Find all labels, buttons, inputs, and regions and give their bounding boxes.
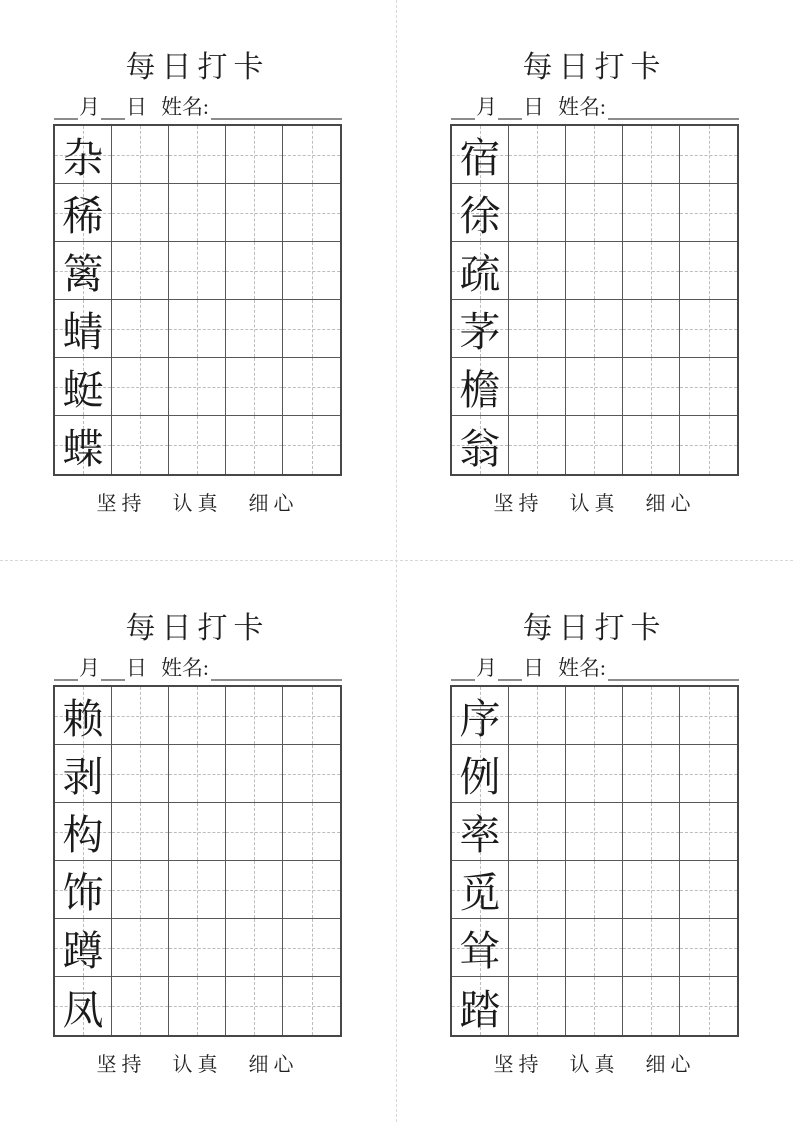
practice-cell <box>566 242 623 300</box>
practice-character: 稀 <box>62 193 104 239</box>
practice-cell <box>226 803 283 861</box>
practice-cell <box>169 358 226 416</box>
month-label: 月 <box>79 656 100 680</box>
name-underline <box>211 98 342 120</box>
practice-cell <box>566 803 623 861</box>
practice-cell <box>680 126 737 184</box>
practice-cell <box>680 861 737 919</box>
practice-cell <box>112 126 169 184</box>
practice-cell <box>112 300 169 358</box>
practice-cell <box>112 803 169 861</box>
practice-cell <box>226 358 283 416</box>
practice-character: 构 <box>62 812 104 858</box>
practice-cell <box>226 300 283 358</box>
practice-cell <box>680 416 737 474</box>
month-blank <box>451 659 475 681</box>
name-label: 姓名: <box>161 656 209 680</box>
practice-character: 檐 <box>459 367 501 413</box>
card-title: 每日打卡 <box>125 612 270 645</box>
practice-cell <box>226 184 283 242</box>
name-underline <box>608 659 739 681</box>
character-cell <box>55 745 112 803</box>
character-cell <box>452 358 509 416</box>
practice-cell <box>112 687 169 745</box>
practice-character: 蜓 <box>62 367 104 413</box>
practice-cell <box>623 977 680 1035</box>
practice-cell <box>680 745 737 803</box>
footer-word: 坚持 <box>493 493 544 515</box>
practice-cell <box>509 687 566 745</box>
footer-word: 坚持 <box>96 493 147 515</box>
practice-cell <box>623 861 680 919</box>
practice-grid <box>450 124 739 476</box>
practice-cell <box>169 126 226 184</box>
practice-cell <box>283 184 340 242</box>
name-underline <box>211 659 342 681</box>
character-cell <box>55 242 112 300</box>
character-cell <box>55 861 112 919</box>
practice-cell <box>226 126 283 184</box>
practice-character: 疏 <box>459 251 501 297</box>
practice-cell <box>283 416 340 474</box>
practice-cell <box>509 126 566 184</box>
practice-cell <box>623 126 680 184</box>
character-cell <box>452 803 509 861</box>
day-label: 日 <box>523 95 544 119</box>
practice-cell <box>169 687 226 745</box>
practice-cell <box>509 803 566 861</box>
character-cell <box>55 919 112 977</box>
practice-cell <box>169 977 226 1035</box>
name-label: 姓名: <box>558 95 606 119</box>
practice-cell <box>680 919 737 977</box>
practice-cell <box>112 977 169 1035</box>
character-cell <box>452 977 509 1035</box>
practice-cell <box>112 861 169 919</box>
date-line <box>450 90 739 120</box>
practice-cell <box>283 358 340 416</box>
practice-cell <box>566 745 623 803</box>
practice-character: 踏 <box>459 986 501 1033</box>
footer-word: 坚持 <box>96 1054 147 1076</box>
character-cell <box>452 184 509 242</box>
practice-cell <box>169 861 226 919</box>
day-label: 日 <box>523 656 544 680</box>
character-cell <box>452 126 509 184</box>
name-label: 姓名: <box>161 95 209 119</box>
month-blank <box>54 659 78 681</box>
practice-cell <box>283 861 340 919</box>
character-cell <box>452 861 509 919</box>
footer-word: 细心 <box>645 1054 696 1076</box>
practice-character: 率 <box>459 812 501 858</box>
character-cell <box>452 687 509 745</box>
practice-cell <box>509 358 566 416</box>
month-label: 月 <box>476 656 497 680</box>
practice-cell <box>226 687 283 745</box>
practice-character: 例 <box>459 754 501 800</box>
practice-cell <box>680 242 737 300</box>
practice-grid <box>53 124 342 476</box>
day-blank <box>498 98 522 120</box>
practice-cell <box>680 687 737 745</box>
character-cell <box>452 745 509 803</box>
practice-character: 篱 <box>62 251 104 297</box>
practice-cell <box>680 977 737 1035</box>
practice-cell <box>566 919 623 977</box>
day-blank <box>101 659 125 681</box>
character-cell <box>452 919 509 977</box>
practice-cell <box>169 416 226 474</box>
practice-cell <box>169 184 226 242</box>
practice-cell <box>283 242 340 300</box>
month-blank <box>451 98 475 120</box>
practice-cell <box>169 242 226 300</box>
practice-cell <box>680 358 737 416</box>
practice-character: 凤 <box>62 986 104 1033</box>
practice-cell <box>283 803 340 861</box>
practice-cell <box>566 300 623 358</box>
footer-word: 细心 <box>248 493 299 515</box>
practice-cell <box>112 919 169 977</box>
practice-cell <box>226 416 283 474</box>
practice-grid <box>450 685 739 1037</box>
practice-cell <box>623 919 680 977</box>
card-footer <box>450 487 739 516</box>
day-label: 日 <box>126 656 147 680</box>
practice-card-bottom-left <box>0 561 396 1121</box>
practice-cell <box>623 803 680 861</box>
practice-cell <box>623 242 680 300</box>
practice-cell <box>169 919 226 977</box>
practice-cell <box>112 242 169 300</box>
practice-character: 宿 <box>459 135 501 181</box>
practice-cell <box>283 300 340 358</box>
practice-cell <box>283 919 340 977</box>
practice-character: 蹲 <box>62 928 104 974</box>
character-cell <box>55 803 112 861</box>
practice-cell <box>680 184 737 242</box>
footer-word: 认真 <box>569 493 620 515</box>
card-footer <box>53 487 342 516</box>
name-underline <box>608 98 739 120</box>
footer-word: 细心 <box>248 1054 299 1076</box>
day-label: 日 <box>126 95 147 119</box>
practice-cell <box>226 977 283 1035</box>
date-line <box>53 90 342 120</box>
character-cell <box>55 358 112 416</box>
practice-cell <box>509 861 566 919</box>
practice-cell <box>509 977 566 1035</box>
practice-character: 蜻 <box>62 309 104 355</box>
practice-cell <box>566 861 623 919</box>
practice-cell <box>623 745 680 803</box>
character-cell <box>55 126 112 184</box>
card-title: 每日打卡 <box>125 51 270 84</box>
practice-character: 赖 <box>62 696 104 742</box>
practice-cell <box>509 919 566 977</box>
month-label: 月 <box>79 95 100 119</box>
practice-cell <box>283 745 340 803</box>
day-blank <box>101 98 125 120</box>
practice-cell <box>226 919 283 977</box>
practice-cell <box>509 416 566 474</box>
practice-cell <box>566 358 623 416</box>
practice-cell <box>226 745 283 803</box>
practice-card-top-right <box>397 0 793 560</box>
practice-cell <box>509 745 566 803</box>
practice-cell <box>112 184 169 242</box>
character-cell <box>55 300 112 358</box>
practice-cell <box>509 184 566 242</box>
footer-word: 细心 <box>645 493 696 515</box>
practice-card-top-left <box>0 0 396 560</box>
practice-character: 蝶 <box>62 425 104 472</box>
practice-cell <box>566 687 623 745</box>
name-label: 姓名: <box>558 656 606 680</box>
practice-cell <box>509 300 566 358</box>
practice-cell <box>169 745 226 803</box>
practice-character: 觅 <box>459 870 501 916</box>
practice-cell <box>623 687 680 745</box>
practice-card-bottom-right <box>397 561 793 1121</box>
character-cell <box>452 300 509 358</box>
practice-cell <box>623 300 680 358</box>
character-cell <box>55 184 112 242</box>
character-cell <box>55 687 112 745</box>
card-footer <box>53 1048 342 1077</box>
footer-word: 坚持 <box>493 1054 544 1076</box>
practice-cell <box>566 126 623 184</box>
practice-character: 翁 <box>459 425 501 472</box>
date-line <box>53 651 342 681</box>
month-blank <box>54 98 78 120</box>
practice-cell <box>283 977 340 1035</box>
practice-character: 饰 <box>62 870 104 916</box>
practice-character: 耸 <box>459 928 501 974</box>
practice-cell <box>226 242 283 300</box>
character-cell <box>452 416 509 474</box>
practice-cell <box>566 977 623 1035</box>
practice-cell <box>680 803 737 861</box>
practice-cell <box>623 358 680 416</box>
practice-cell <box>566 184 623 242</box>
card-title: 每日打卡 <box>522 51 667 84</box>
character-cell <box>55 416 112 474</box>
day-blank <box>498 659 522 681</box>
practice-cell <box>112 745 169 803</box>
date-line <box>450 651 739 681</box>
practice-cell <box>112 416 169 474</box>
practice-character: 杂 <box>62 135 104 181</box>
practice-cell <box>680 300 737 358</box>
card-footer <box>450 1048 739 1077</box>
practice-cell <box>112 358 169 416</box>
footer-word: 认真 <box>172 1054 223 1076</box>
practice-character: 徐 <box>459 193 501 239</box>
practice-cell <box>169 300 226 358</box>
practice-character: 茅 <box>459 309 501 355</box>
practice-cell <box>623 416 680 474</box>
practice-cell <box>283 687 340 745</box>
month-label: 月 <box>476 95 497 119</box>
practice-character: 序 <box>459 696 501 742</box>
practice-cell <box>623 184 680 242</box>
character-cell <box>55 977 112 1035</box>
footer-word: 认真 <box>172 493 223 515</box>
practice-cell <box>169 803 226 861</box>
practice-cell <box>283 126 340 184</box>
practice-cell <box>509 242 566 300</box>
practice-character: 剥 <box>62 754 104 800</box>
card-title: 每日打卡 <box>522 612 667 645</box>
practice-cell <box>226 861 283 919</box>
practice-cell <box>566 416 623 474</box>
footer-word: 认真 <box>569 1054 620 1076</box>
practice-grid <box>53 685 342 1037</box>
character-cell <box>452 242 509 300</box>
